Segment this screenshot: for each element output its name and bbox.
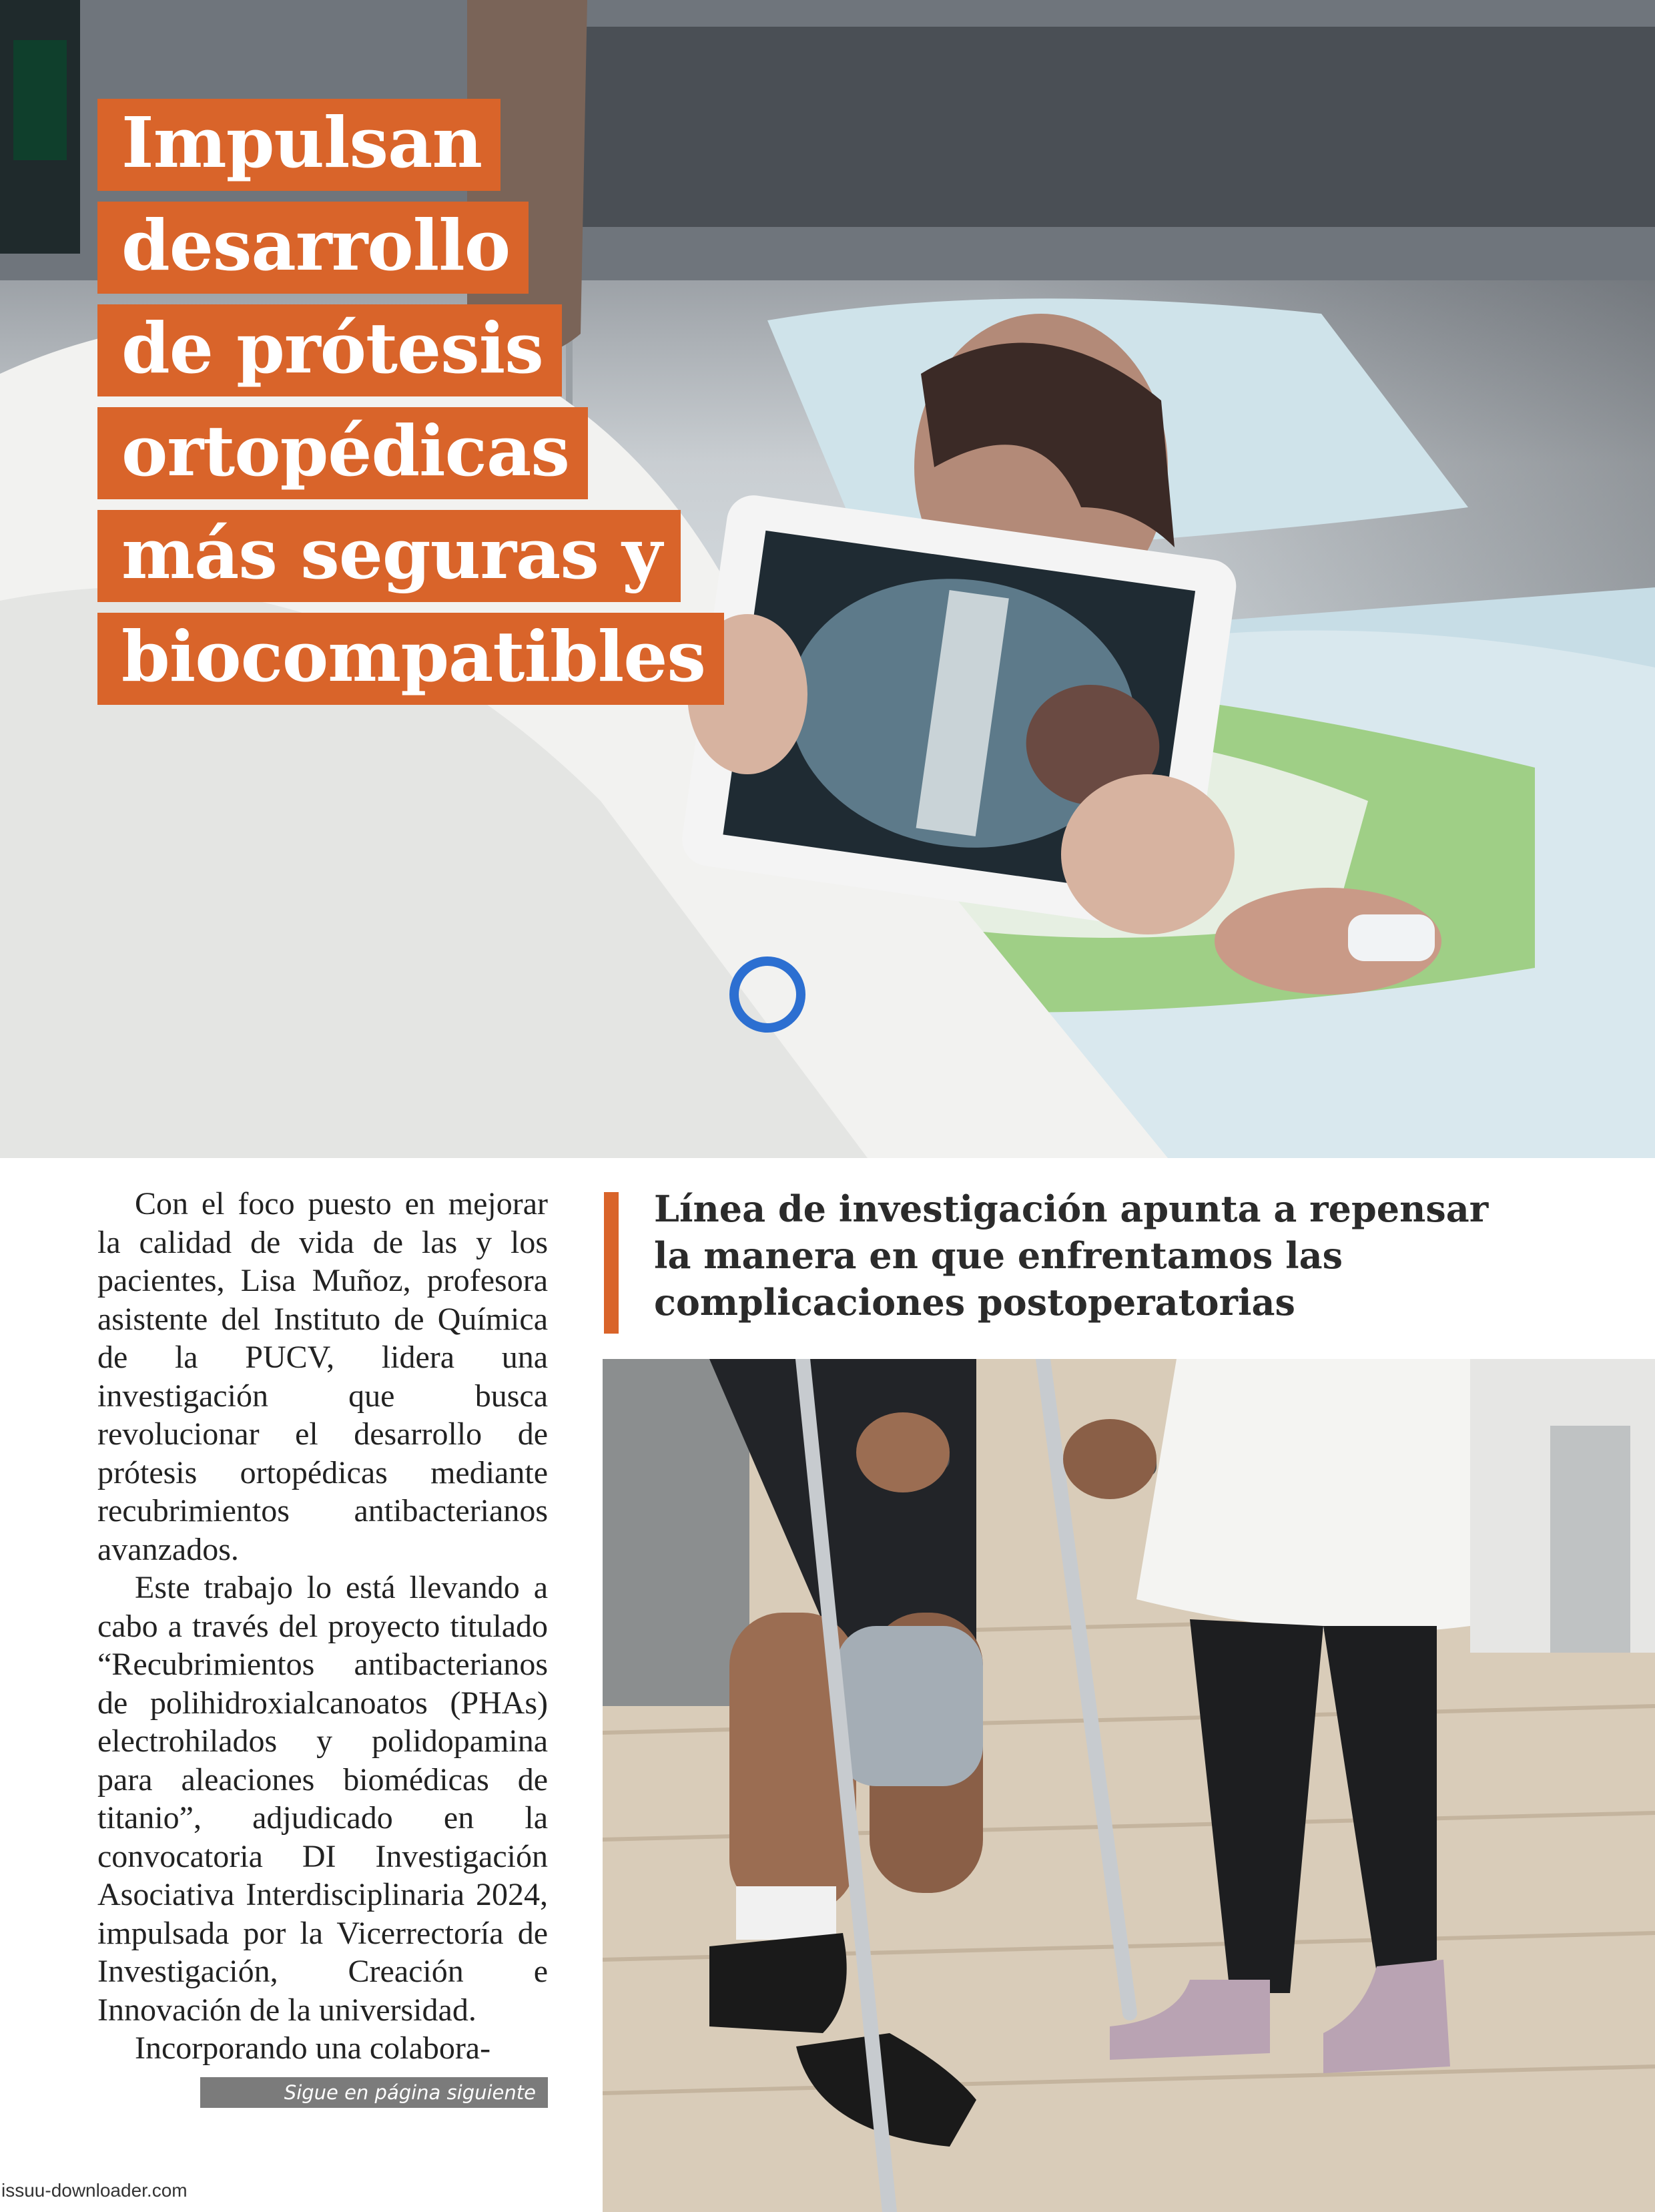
title-line: biocompatibles (97, 613, 724, 705)
subtitle-accent-bar (604, 1192, 619, 1334)
continue-on-next-page-link[interactable]: Sigue en página siguiente (200, 2077, 548, 2108)
body-paragraph: Incorporando una colabora- (135, 2030, 491, 2066)
watermark: issuu-downloader.com (1, 2180, 188, 2201)
body-paragraph: Con el foco puesto en mejorar la calidad de vida de las y los pacientes, Lisa Muñoz, profesora asistente del Instituto de Química de la PUCV, lidera una investigación que busca revolucionar el desarrollo de prótesis ortopédicas mediante recubrimientos antibacterianos avanzados. (97, 1186, 548, 1567)
title-line: más seguras y (97, 510, 681, 602)
body-paragraph: Este trabajo lo está llevando a cabo a través del proyecto titulado “Recubrimientos antibacterianos de polihidroxialcanoatos (PHAs) electrohilados y polidopamina para aleaciones biomédicas de titanio”, adjudicado en la convocatoria DI Investigación Asociativa Interdisciplinaria 2024, impulsada por la Vicerrectoría de Investigación, Creación e Innovación de la universidad. (97, 1570, 548, 2028)
article-subtitle: Línea de investigación apunta a repensar la manera en que enfrentamos las complicaciones postoperatorias (654, 1187, 1489, 1324)
rehab-photo (603, 1359, 1655, 2212)
article-body (97, 1185, 548, 2068)
title-line: desarrollo (97, 202, 529, 294)
title-line: Impulsan (97, 99, 501, 191)
title-line: ortopédicas (97, 407, 588, 499)
crutches-rehab-illustration (603, 1359, 1655, 2212)
title-line: de prótesis (97, 304, 562, 396)
article-title (97, 99, 724, 716)
